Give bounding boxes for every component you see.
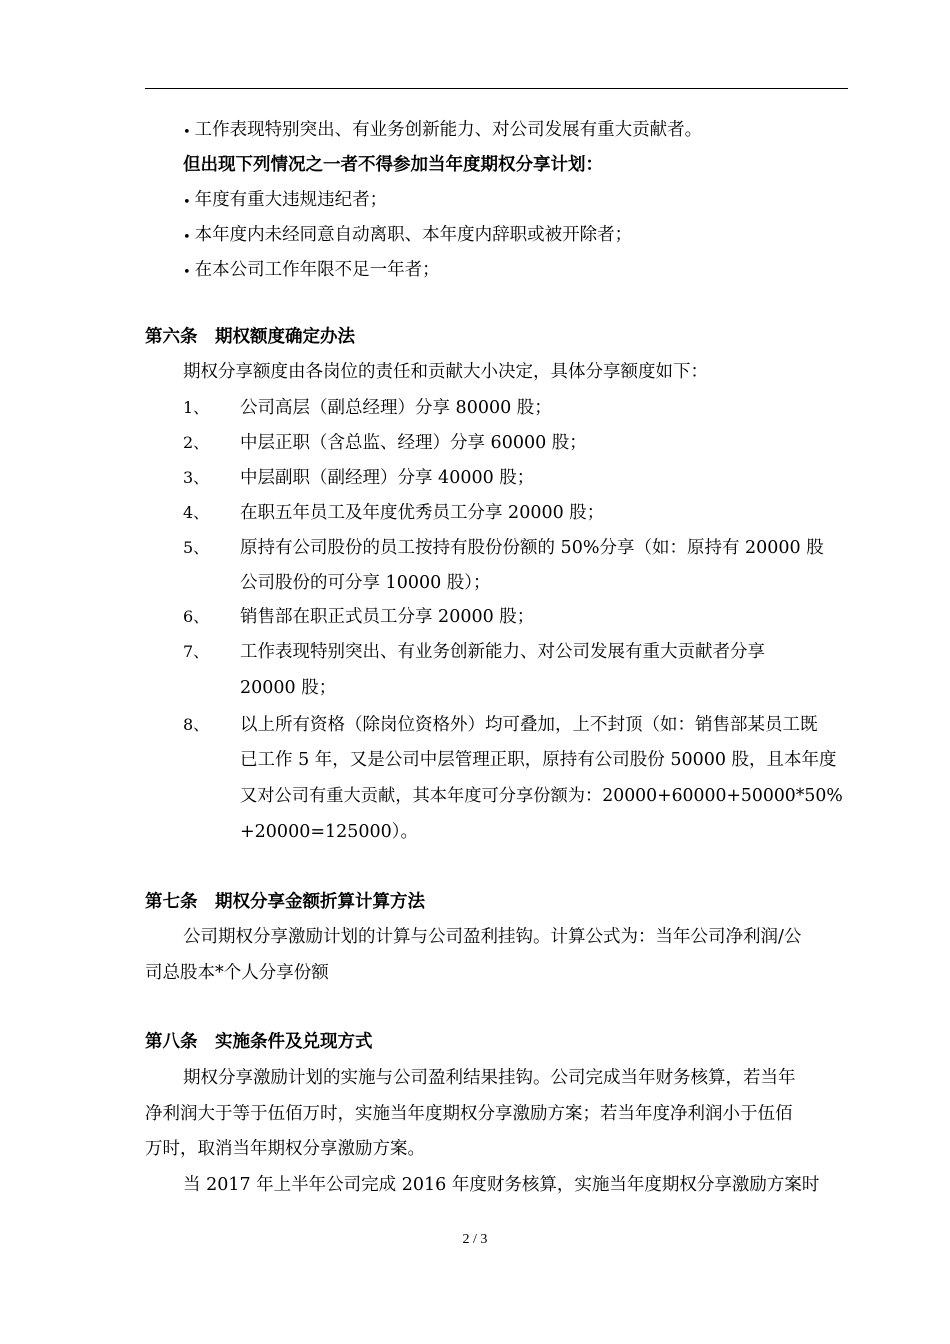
bullet-icon: • [183,265,191,280]
bullet-icon: • [183,125,191,140]
list-item-text: 公司高层（副总经理）分享 80000 股； [240,398,552,418]
article8-heading: 第八条 实施条件及兑现方式 [145,1032,373,1052]
list-item-text: 20000 股； [240,678,337,698]
list-item-text: +20000=125000）。 [240,822,419,842]
list-item-text: 又对公司有重大贡献，其本年度可分享份额为：20000+60000+50000*50% [240,786,843,806]
paragraph-line: 司总股本*个人分享份额 [145,963,329,983]
bullet-item: • 本年度内未经同意自动离职、本年度内辞职或被开除者； [183,225,633,245]
bullet-icon: • [183,230,191,245]
list-number: 4、 [183,503,210,522]
paragraph-line: 万时，取消当年期权分享激励方案。 [145,1139,425,1159]
list-item-text: 中层副职（副经理）分享 40000 股； [240,468,535,488]
page-number: 2 / 3 [462,1232,488,1247]
list-number: 2、 [183,433,210,452]
paragraph-line: 净利润大于等于伍佰万时，实施当年度期权分享激励方案；若当年度净利润小于伍佰 [145,1104,793,1124]
list-number: 6、 [183,607,210,626]
list-item-text: 销售部在职正式员工分享 20000 股； [240,607,535,627]
article6-heading: 第六条 期权额度确定办法 [145,327,355,347]
bullet-icon: • [183,195,191,210]
paragraph-line: 期权分享激励计划的实施与公司盈利结果挂钩。公司完成当年财务核算，若当年 [183,1068,796,1088]
list-item-text: 公司股份的可分享 10000 股）； [240,573,491,593]
exclusion-heading: 但出现下列情况之一者不得参加当年度期权分享计划： [183,155,603,175]
list-item-text: 在职五年员工及年度优秀员工分享 20000 股； [240,503,605,523]
paragraph-line: 公司期权分享激励计划的计算与公司盈利挂钩。计算公式为：当年公司净利润/公 [183,927,802,947]
list-item-text: 已工作 5 年，又是公司中层管理正职，原持有公司股份 50000 股，且本年度 [240,750,837,770]
list-number: 7、 [183,642,210,661]
list-number: 3、 [183,468,210,487]
list-number: 1、 [183,398,210,417]
header-rule [145,88,848,89]
article6-intro: 期权分享额度由各岗位的责任和贡献大小决定，具体分享额度如下： [183,362,708,382]
article7-heading: 第七条 期权分享金额折算计算方法 [145,892,425,912]
list-item-text: 工作表现特别突出、有业务创新能力、对公司发展有重大贡献者分享 [240,642,765,662]
bullet-item: • 工作表现特别突出、有业务创新能力、对公司发展有重大贡献者。 [183,120,703,140]
bullet-item: • 在本公司工作年限不足一年者； [183,260,440,280]
list-item-text: 以上所有资格（除岗位资格外）均可叠加，上不封顶（如：销售部某员工既 [240,715,818,735]
bullet-item: • 年度有重大违规违纪者； [183,190,388,210]
list-item-text: 中层正职（含总监、经理）分享 60000 股； [240,433,587,453]
paragraph-line: 当 2017 年上半年公司完成 2016 年度财务核算，实施当年度期权分享激励方案时 [183,1175,820,1195]
list-number: 8、 [183,715,210,734]
list-item-text: 原持有公司股份的员工按持有股份份额的 50%分享（如：原持有 20000 股 [240,538,824,558]
list-number: 5、 [183,538,210,557]
